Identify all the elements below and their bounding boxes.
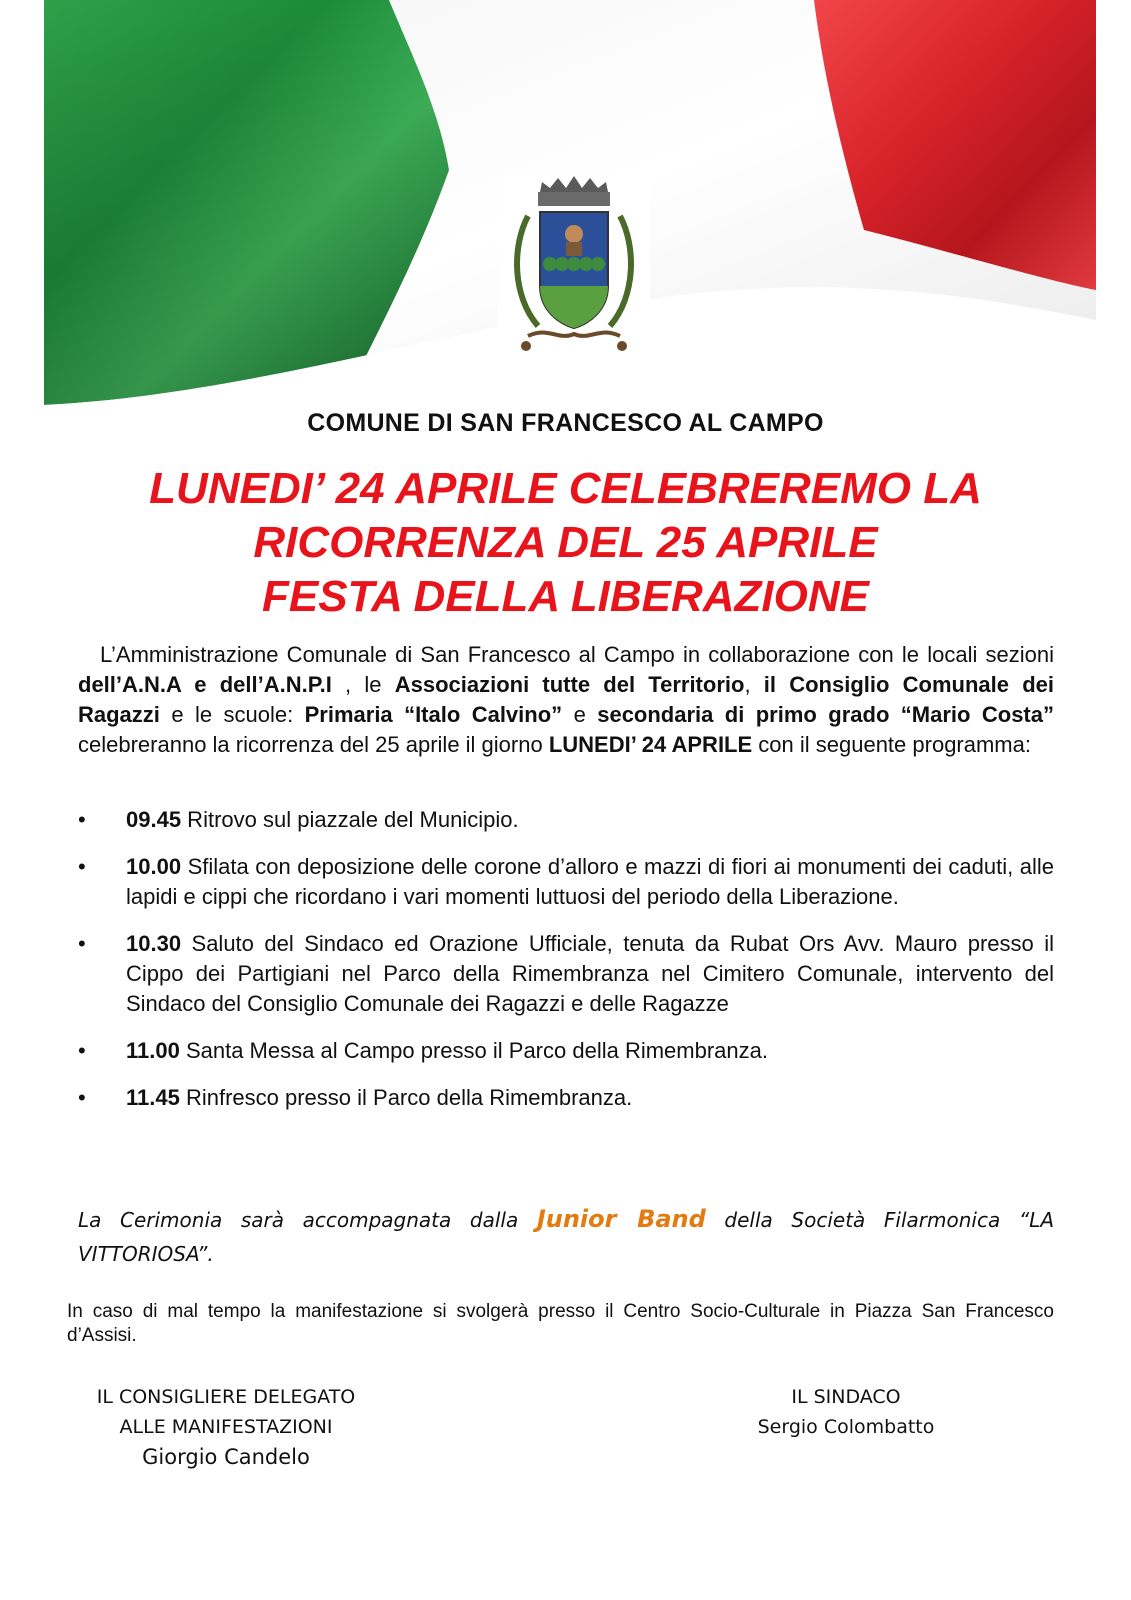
program-item bbox=[78, 1036, 1054, 1066]
program-item bbox=[78, 1083, 1054, 1113]
program-time: 10.30 bbox=[126, 931, 182, 956]
program-text: Sfilata con deposizione delle corone d’alloro e mazzi di fiori ai monumenti dei caduti, alle lapidi e cippi che ricordano i vari momenti luttuosi del periodo della Liberazione. bbox=[126, 854, 1054, 909]
signature-mayor bbox=[706, 1382, 986, 1442]
signature-role: IL SINDACO bbox=[791, 1386, 901, 1408]
bullet-icon: • bbox=[78, 807, 86, 832]
band-note: La Cerimonia sarà accompagnata dalla Junior Band della Società Filarmonica “LA VITTORIOSA”. bbox=[78, 1205, 1054, 1266]
bullet-icon: • bbox=[78, 1038, 86, 1063]
bullet-icon: • bbox=[78, 854, 86, 879]
program-item bbox=[78, 805, 1054, 835]
signature-role: IL CONSIGLIERE DELEGATO bbox=[96, 1386, 356, 1408]
headline-line-3: FESTA DELLA LIBERAZIONE bbox=[261, 572, 870, 621]
municipal-coat-of-arms bbox=[498, 176, 650, 372]
program-item bbox=[78, 852, 1054, 912]
signature-councillor bbox=[86, 1382, 366, 1472]
bullet-icon: • bbox=[78, 931, 86, 956]
program-text: Santa Messa al Campo presso il Parco della Rimembranza. bbox=[179, 1038, 768, 1063]
bullet-icon: • bbox=[78, 1085, 86, 1110]
signature-role: ALLE MANIFESTAZIONI bbox=[119, 1416, 333, 1438]
band-highlight: Junior Band bbox=[536, 1205, 706, 1233]
intro-paragraph: L’Amministrazione Comunale di San Francesco al Campo in collaborazione con le locali sezioni dell’A.N.A e dell’A.N.P.I , le Associazioni tutte del Territorio, il Consiglio Comunale dei Ragazzi e le scuole: Primaria “Italo Calvino” e secondaria di primo grado “Mario Costa” celebreranno la ricorrenza del 25 aprile il giorno LUNEDI’ 24 APRILE con il seguente programma: bbox=[78, 642, 1054, 757]
municipality-title: COMUNE DI SAN FRANCESCO AL CAMPO bbox=[307, 409, 824, 437]
program-time: 09.45 bbox=[126, 807, 182, 832]
program-item bbox=[78, 929, 1054, 1019]
headline-line-2: RICORRENZA DEL 25 APRILE bbox=[253, 518, 878, 567]
program-time: 11.45 bbox=[126, 1085, 180, 1110]
bad-weather-note: In caso di mal tempo la manifestazione si svolgerà presso il Centro Socio-Culturale in Piazza San Francesco d’Assisi. bbox=[67, 1301, 1054, 1346]
program-time: 11.00 bbox=[126, 1038, 180, 1063]
program-list bbox=[78, 805, 1054, 1130]
program-text: Ritrovo sul piazzale del Municipio. bbox=[181, 807, 519, 832]
headline-line-1: LUNEDI’ 24 APRILE CELEBREREMO LA bbox=[149, 464, 982, 513]
signature-name: Giorgio Candelo bbox=[142, 1445, 310, 1469]
program-time: 10.00 bbox=[126, 854, 182, 879]
headline bbox=[0, 462, 1131, 624]
program-text: Rinfresco presso il Parco della Rimembranza. bbox=[179, 1085, 633, 1110]
program-text: Saluto del Sindaco ed Orazione Ufficiale, tenuta da Rubat Ors Avv. Mauro presso il Cippo dei Partigiani nel Parco della Rimembranza nel Cimitero Comunale, intervento del Sindaco del Consiglio Comunale dei Ragazzi e delle Ragazze bbox=[126, 931, 1054, 1016]
signature-name: Sergio Colombatto bbox=[757, 1416, 935, 1438]
